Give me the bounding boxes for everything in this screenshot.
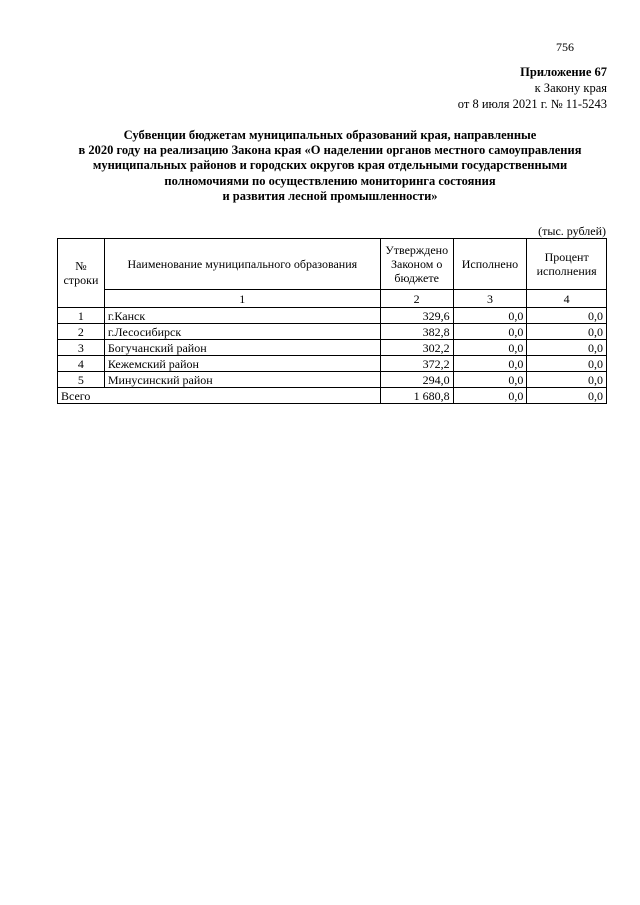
appendix-law-date: от 8 июля 2021 г. № 11-5243: [457, 97, 607, 111]
total-row: [58, 388, 607, 404]
row-number: 5: [58, 372, 105, 388]
total-approved: 1 680,8: [380, 388, 453, 404]
table-row: [58, 340, 607, 356]
executed-value: 0,0: [453, 372, 527, 388]
units-label: (тыс. рублей): [538, 224, 606, 238]
column-number-row: [58, 290, 607, 308]
approved-value: 382,8: [380, 324, 453, 340]
executed-value: 0,0: [453, 308, 527, 324]
table-row: [58, 356, 607, 372]
column-number: 3: [453, 290, 527, 308]
total-executed: 0,0: [453, 388, 527, 404]
percent-value: 0,0: [527, 308, 607, 324]
row-number: 3: [58, 340, 105, 356]
table-row: [58, 308, 607, 324]
title-line: в 2020 году на реализацию Закона края «О наделении органов местного самоуправления: [78, 143, 582, 158]
total-percent: 0,0: [527, 388, 607, 404]
row-number: 1: [58, 308, 105, 324]
municipality-name: Богучанский район: [104, 340, 380, 356]
header-executed: Исполнено: [453, 239, 527, 290]
title-line: полномочиями по осуществлению мониторинга состояния: [164, 173, 496, 188]
approved-value: 329,6: [380, 308, 453, 324]
header-approved: Утверждено Законом о бюджете: [380, 239, 453, 290]
executed-value: 0,0: [453, 356, 527, 372]
percent-value: 0,0: [527, 356, 607, 372]
municipality-name: Минусинский район: [104, 372, 380, 388]
page-number: 756: [556, 40, 574, 54]
approved-value: 294,0: [380, 372, 453, 388]
percent-value: 0,0: [527, 340, 607, 356]
document-title: [40, 128, 620, 204]
appendix-header: [458, 64, 607, 112]
total-label: Всего: [58, 388, 381, 404]
municipality-name: г.Канск: [104, 308, 380, 324]
row-number: 2: [58, 324, 105, 340]
municipality-name: Кежемский район: [104, 356, 380, 372]
title-line: Субвенции бюджетам муниципальных образований края, направленные: [123, 128, 537, 142]
header-row-number: № строки: [58, 239, 105, 308]
column-number: 4: [527, 290, 607, 308]
title-line: и развития лесной промышленности»: [222, 188, 438, 203]
appendix-title: Приложение 67: [520, 65, 607, 79]
table-row: [58, 324, 607, 340]
approved-value: 302,2: [380, 340, 453, 356]
executed-value: 0,0: [453, 340, 527, 356]
appendix-law-ref: к Закону края: [534, 81, 607, 95]
percent-value: 0,0: [527, 372, 607, 388]
title-line: муниципальных районов и городских округов края отдельными государственными: [92, 158, 568, 173]
executed-value: 0,0: [453, 324, 527, 340]
column-number: 1: [104, 290, 380, 308]
header-percent: Процент исполнения: [527, 239, 607, 290]
row-number: 4: [58, 356, 105, 372]
table-row: [58, 372, 607, 388]
table-header-row: [58, 239, 607, 290]
approved-value: 372,2: [380, 356, 453, 372]
percent-value: 0,0: [527, 324, 607, 340]
municipality-name: г.Лесосибирск: [104, 324, 380, 340]
header-municipality: Наименование муниципального образования: [104, 239, 380, 290]
column-number: 2: [380, 290, 453, 308]
subventions-table: [57, 238, 607, 404]
